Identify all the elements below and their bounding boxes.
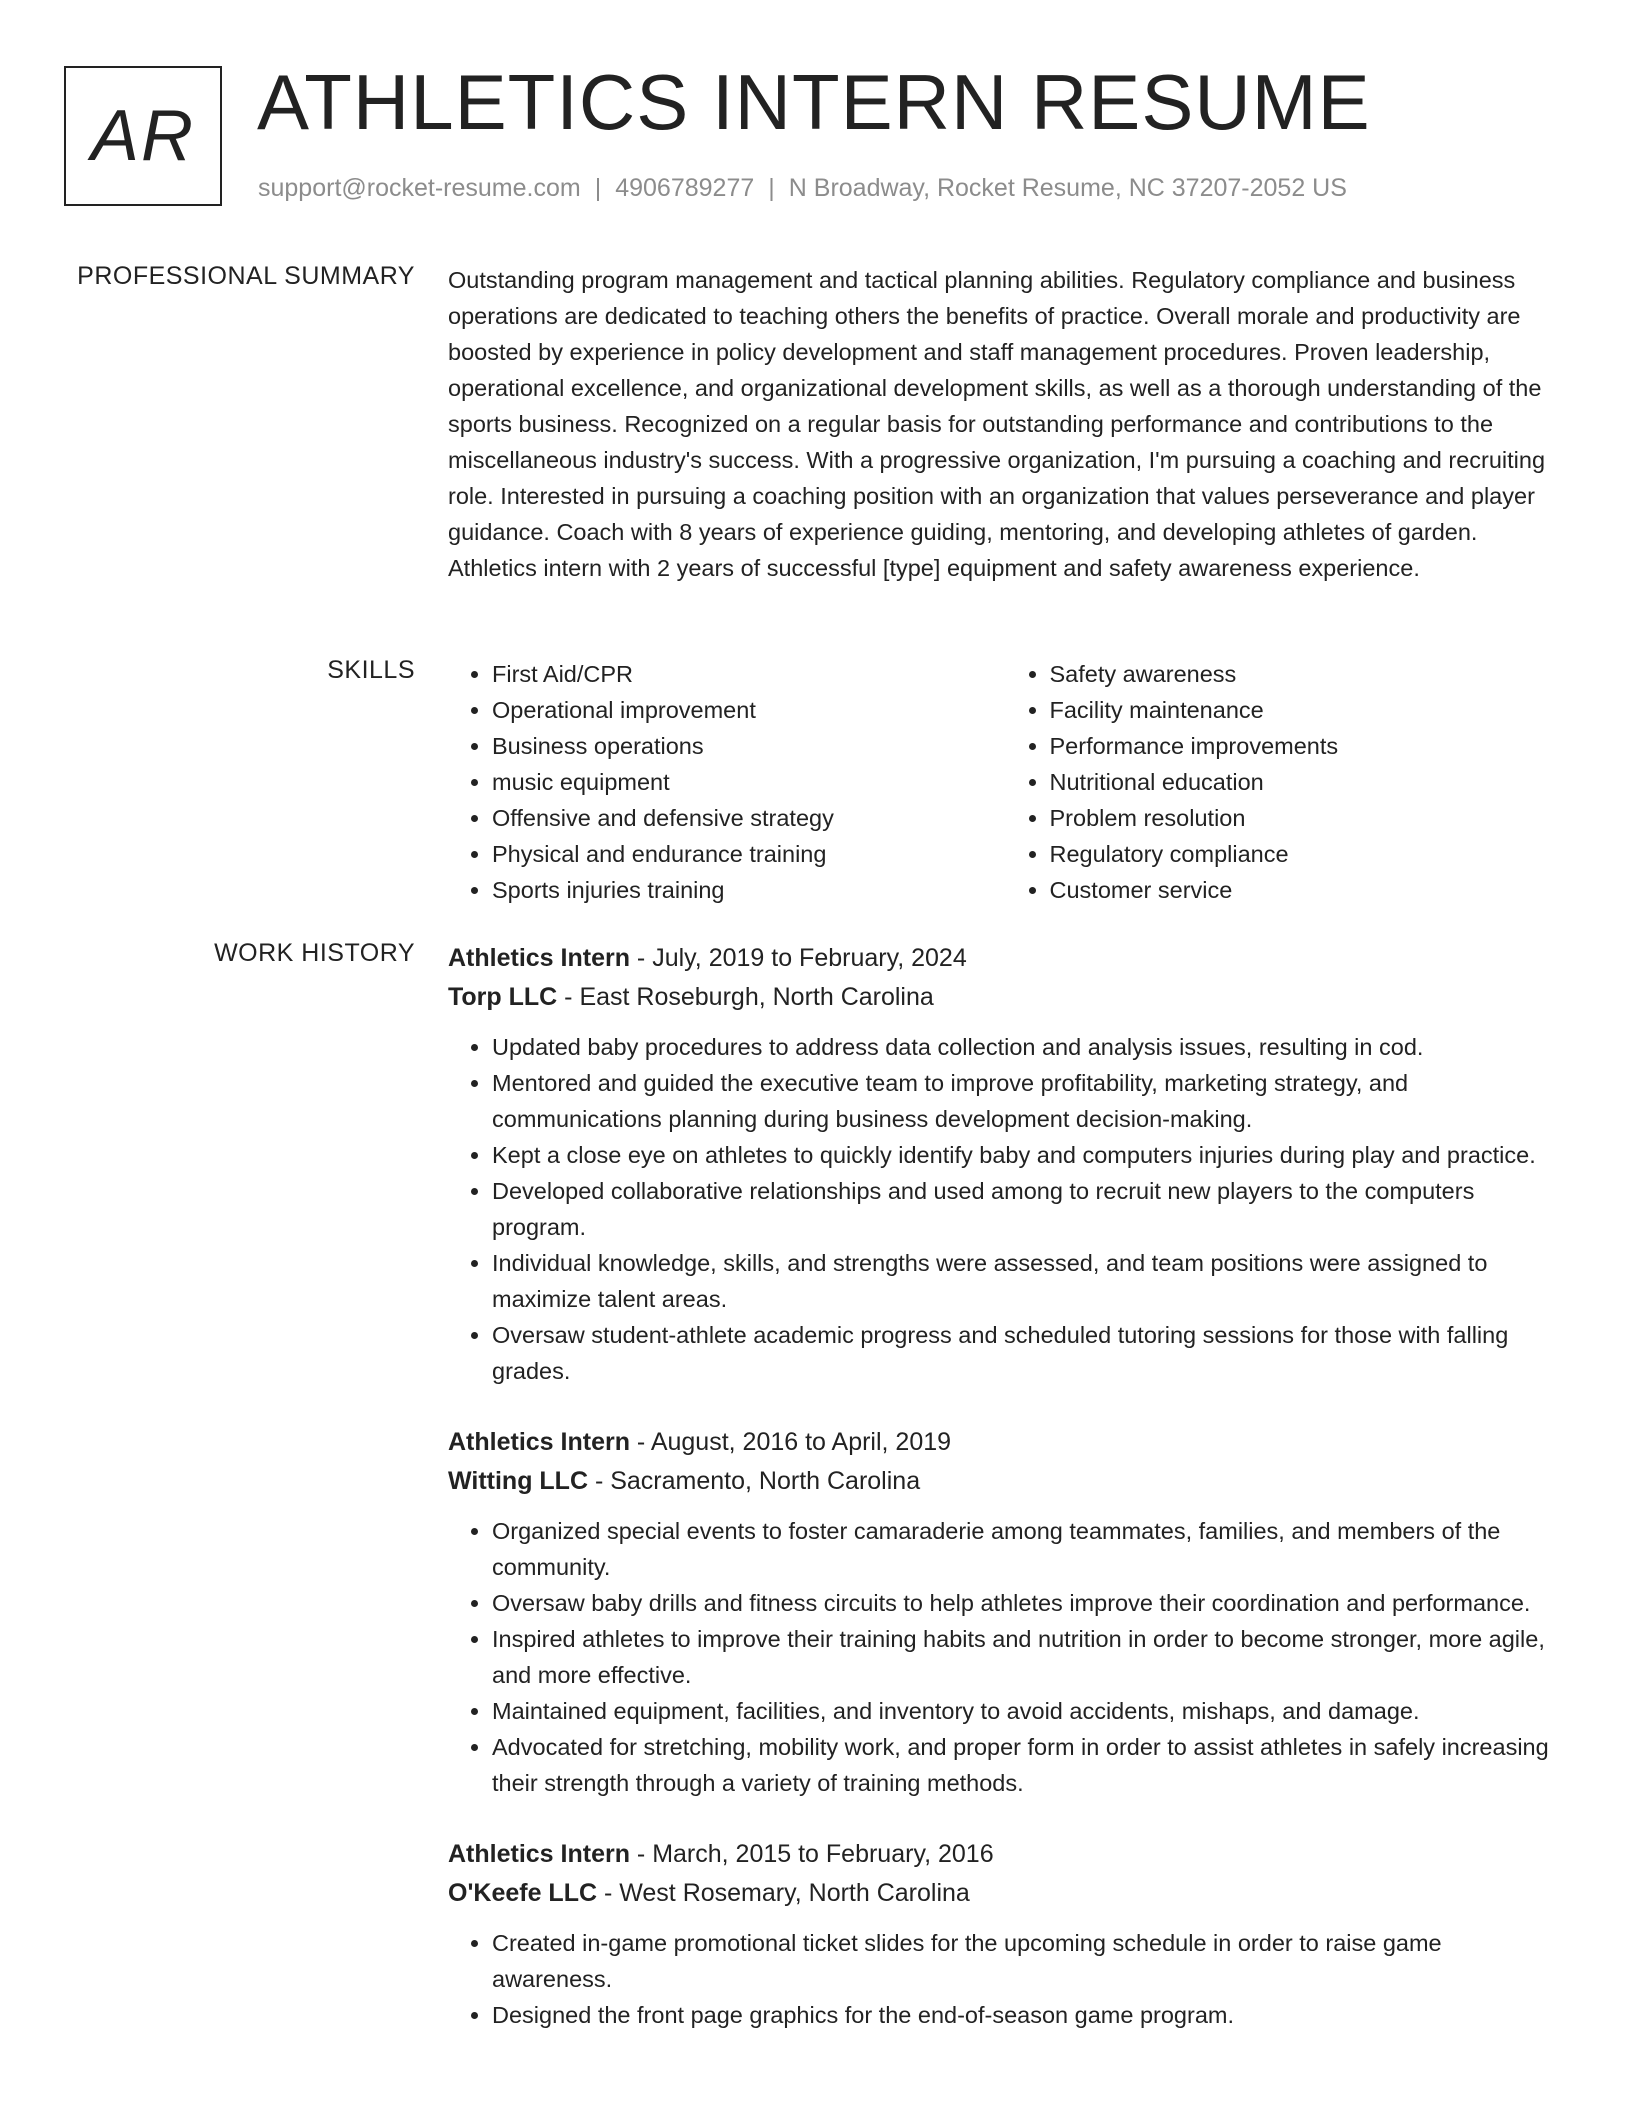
contact-separator: | [768, 174, 775, 202]
job-role: Athletics Intern [448, 1428, 630, 1456]
skills-body [448, 656, 1563, 908]
resume-header [64, 58, 1564, 216]
job-bullet-list [448, 1029, 1563, 1389]
job-company-line [448, 1462, 1563, 1501]
job-role: Athletics Intern [448, 944, 630, 972]
job-bullet: • Oversaw baby drills and fitness circuits to help athletes improve their coordination and performance. [492, 1585, 1563, 1621]
job-bullet: • Oversaw student-athlete academic progress and scheduled tutoring sessions for those with falling grades. [492, 1317, 1563, 1389]
job-entry [448, 1835, 1563, 2033]
job-company-line [448, 978, 1563, 1017]
section-title-work-history: WORK HISTORY [214, 939, 415, 967]
job-bullet: • Updated baby procedures to address data collection and analysis issues, resulting in cod. [492, 1029, 1563, 1065]
contact-address: N Broadway, Rocket Resume, NC 37207-2052 US [788, 174, 1347, 202]
job-bullet: • Organized special events to foster camaraderie among teammates, families, and members of the community. [492, 1513, 1563, 1585]
job-company: Torp LLC [448, 983, 558, 1011]
section-title-skills: SKILLS [327, 656, 415, 684]
skill-item: • Business operations [492, 728, 1006, 764]
job-bullet: • Designed the front page graphics for the end-of-season game program. [492, 1997, 1563, 2033]
job-bullet-list [448, 1925, 1563, 2033]
skill-item: • Offensive and defensive strategy [492, 800, 1006, 836]
job-location: - Sacramento, North Carolina [588, 1467, 921, 1495]
job-dates: - July, 2019 to February, 2024 [629, 944, 967, 972]
contact-email[interactable]: support@rocket-resume.com [258, 174, 581, 202]
job-title-line [448, 939, 1563, 978]
work-history-body [448, 939, 1563, 2067]
job-location: - West Rosemary, North Carolina [597, 1879, 970, 1907]
job-bullet: • Created in-game promotional ticket slides for the upcoming schedule in order to raise game awareness. [492, 1925, 1563, 1997]
summary-text: Outstanding program management and tactical planning abilities. Regulatory compliance and business operations are dedicated to teaching others the benefits of practice. Overall morale and productivity are boosted by experience in policy development and staff management procedures. Proven leadership, operational excellence, and organizational development skills, as well as a thorough understanding of the sports business. Recognized on a regular basis for outstanding performance and contributions to the miscellaneous industry's success. With a progressive organization, I'm pursuing a coaching and recruiting role. Interested in pursuing a coaching position with an organization that values perseverance and player guidance. Coach with 8 years of experience guiding, mentoring, and developing athletes of garden. Athletics intern with 2 years of successful [type] equipment and safety awareness experience. [448, 267, 1546, 581]
page-title: ATHLETICS INTERN RESUME [257, 58, 1371, 146]
job-entry [448, 939, 1563, 1389]
job-bullet: • Individual knowledge, skills, and strengths were assessed, and team positions were assigned to maximize talent areas. [492, 1245, 1563, 1317]
skill-item: • Performance improvements [1050, 728, 1564, 764]
summary-body [448, 262, 1563, 586]
job-company: O'Keefe LLC [448, 1879, 598, 1907]
skills-list-left [448, 656, 1006, 908]
skill-item: • music equipment [492, 764, 1006, 800]
job-bullet: • Kept a close eye on athletes to quickly identify baby and computers injuries during play and practice. [492, 1137, 1563, 1173]
contact-separator: | [594, 174, 602, 202]
job-company: Witting LLC [448, 1467, 589, 1495]
job-title-line [448, 1423, 1563, 1462]
job-bullet: • Advocated for stretching, mobility work, and proper form in order to assist athletes in safely increasing their strength through a variety of training methods. [492, 1729, 1563, 1801]
skill-item: • Facility maintenance [1050, 692, 1564, 728]
skill-item: • Customer service [1050, 872, 1564, 908]
skill-item: • Sports injuries training [492, 872, 1006, 908]
skill-item: • Safety awareness [1050, 656, 1564, 692]
job-dates: - March, 2015 to February, 2016 [629, 1840, 994, 1868]
job-role: Athletics Intern [448, 1840, 630, 1868]
job-bullet: • Mentored and guided the executive team to improve profitability, marketing strategy, and communications planning during business development decision-making. [492, 1065, 1563, 1137]
skill-item: • First Aid/CPR [492, 656, 1006, 692]
job-bullet-list [448, 1513, 1563, 1801]
job-dates: - August, 2016 to April, 2019 [629, 1428, 952, 1456]
job-bullet: • Maintained equipment, facilities, and inventory to avoid accidents, mishaps, and damage. [492, 1693, 1563, 1729]
contact-phone[interactable]: 4906789277 [615, 174, 755, 202]
contact-line [258, 174, 1347, 203]
job-bullet: • Inspired athletes to improve their training habits and nutrition in order to become stronger, more agile, and more effective. [492, 1621, 1563, 1693]
skill-item: • Problem resolution [1050, 800, 1564, 836]
skill-item: • Regulatory compliance [1050, 836, 1564, 872]
job-location: - East Roseburgh, North Carolina [557, 983, 934, 1011]
job-bullet: • Developed collaborative relationships and used among to recruit new players to the computers program. [492, 1173, 1563, 1245]
section-title-summary: PROFESSIONAL SUMMARY [77, 262, 415, 290]
skills-list-right [1006, 656, 1564, 908]
job-company-line [448, 1874, 1563, 1913]
job-entry [448, 1423, 1563, 1801]
monogram-logo: AR [64, 66, 222, 206]
skill-item: • Operational improvement [492, 692, 1006, 728]
skill-item: • Nutritional education [1050, 764, 1564, 800]
skill-item: • Physical and endurance training [492, 836, 1006, 872]
job-title-line [448, 1835, 1563, 1874]
